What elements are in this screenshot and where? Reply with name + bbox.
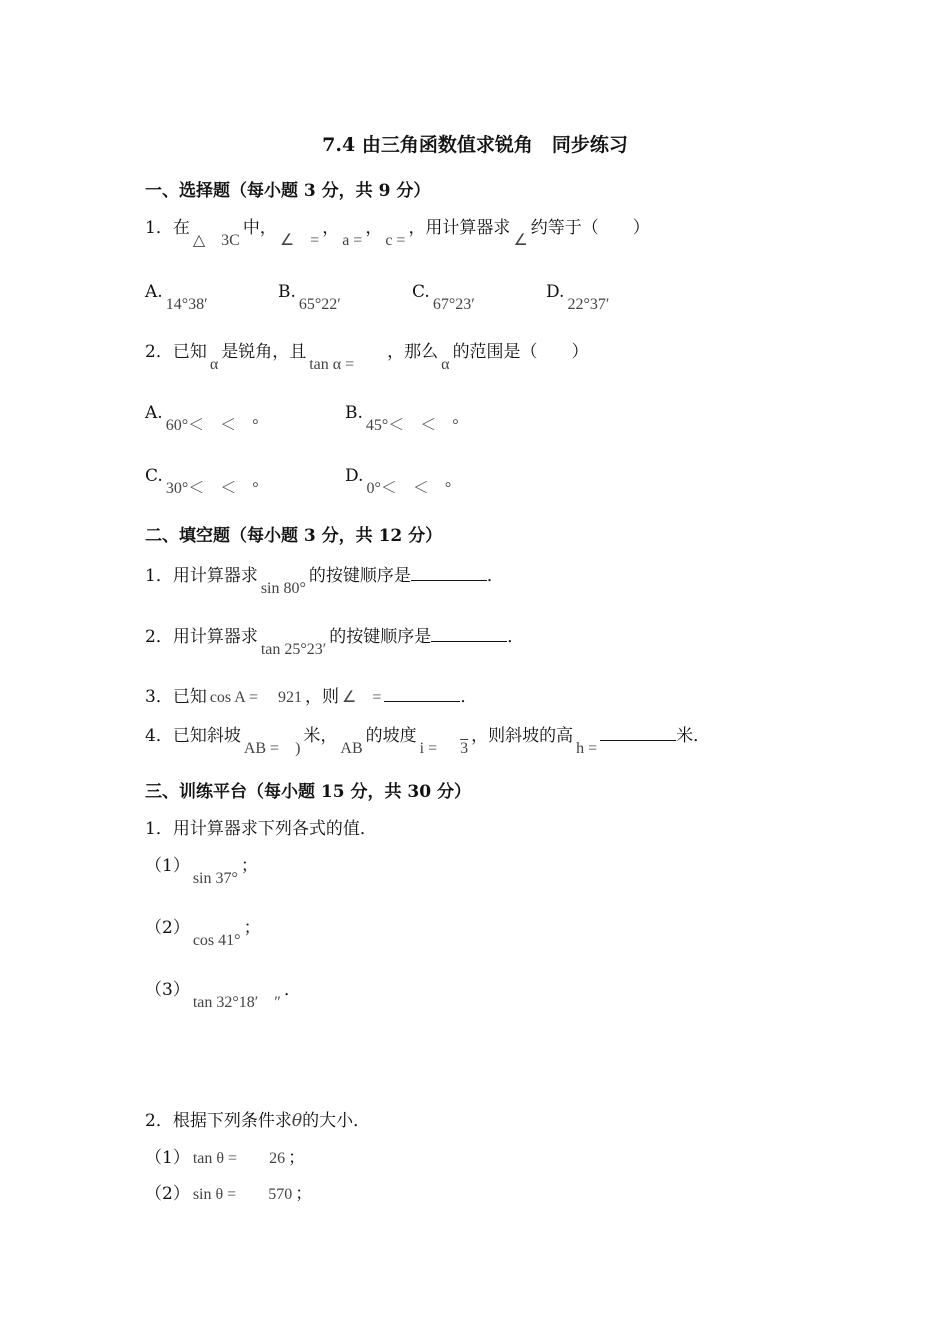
text: 2．根据下列条件求 [145, 1111, 292, 1131]
option-value: 30°＜ ＜ ° [165, 480, 259, 497]
formula: α [441, 356, 450, 373]
question-number: 3． [145, 687, 173, 707]
question-3-1-item [145, 855, 258, 887]
item-label: （1） [145, 856, 190, 876]
question-number: 2． [145, 627, 173, 647]
text: 已知 [172, 342, 207, 362]
formula: cos A = 921 [209, 689, 302, 706]
formula: △ 3C [192, 232, 240, 249]
text: 用计算器求 [172, 566, 258, 586]
formula: ∠ [513, 232, 528, 249]
option-label: D. [546, 282, 565, 302]
text: 约等于（ ） [530, 218, 650, 238]
formula: a = [342, 232, 363, 249]
question-1-2 [145, 341, 589, 373]
item-label: （2） [145, 1184, 190, 1204]
question-3-2 [145, 1110, 370, 1132]
page-title: 7.4 由三角函数值求锐角 同步练习 [322, 134, 628, 156]
option-value: 60°＜ ＜ ° [165, 417, 259, 434]
option-label: A. [145, 282, 163, 302]
question-2-1 [145, 562, 504, 597]
text: ． [486, 566, 504, 586]
formula: i = [419, 740, 438, 757]
formula: tan 32°18′ ″ [192, 994, 281, 1011]
formula: tan 25°23′ [260, 641, 327, 658]
formula: sin θ = 570 [192, 1186, 293, 1203]
question-3-1-item [145, 917, 261, 949]
formula: ∠ = [279, 232, 320, 249]
question-3-2-item [145, 1183, 312, 1206]
question-3-1: 1．用计算器求下列各式的值． [145, 819, 377, 839]
text: 中， [242, 218, 277, 238]
question-number: 2． [145, 342, 173, 362]
text: ， [365, 218, 383, 238]
question-3-2-item [145, 1147, 305, 1170]
text: 的坡度 [365, 726, 417, 746]
section-3-heading: 三、训练平台（每小题 15 分，共 30 分） [145, 782, 471, 802]
option-value: 22°37′ [567, 296, 610, 313]
formula: AB = ) [243, 740, 301, 757]
text: ； [240, 856, 258, 876]
formula: sin 37° [192, 870, 238, 887]
text: ． [507, 627, 525, 647]
formula: 3 [460, 740, 469, 757]
formula: sin 80° [260, 580, 306, 597]
option-label: B. [345, 403, 363, 423]
formula: c = [385, 232, 406, 249]
question-3-1-item [145, 979, 301, 1011]
text: 是锐角，且 [221, 342, 307, 362]
formula: tan α = [309, 356, 355, 373]
option-value: 14°38′ [165, 296, 208, 313]
text: ； [243, 918, 261, 938]
text: ； [295, 1184, 313, 1204]
text: 米． [676, 726, 711, 746]
item-label: （2） [145, 918, 190, 938]
text: ，用计算器求 [408, 218, 511, 238]
formula: AB [340, 740, 363, 757]
formula: ∠ = [341, 689, 382, 706]
answer-blank[interactable] [384, 683, 460, 702]
formula: cos 41° [192, 932, 241, 949]
text: 已知 [172, 687, 207, 707]
section-2-heading: 二、填空题（每小题 3 分，共 12 分） [145, 526, 443, 546]
option-label: C. [145, 466, 163, 486]
text: 的范围是（ ） [452, 342, 589, 362]
text: ； [288, 1148, 306, 1168]
option-label: A. [145, 403, 163, 423]
text: 的按键顺序是 [308, 566, 411, 586]
text: ． [283, 980, 301, 1000]
text: ， [322, 218, 340, 238]
text: 在 [172, 218, 190, 238]
text: 米， [303, 726, 338, 746]
option-label: C. [412, 282, 430, 302]
option-label: D. [345, 466, 364, 486]
option-value: 45°＜ ＜ ° [365, 417, 459, 434]
option-value: 67°23′ [432, 296, 475, 313]
text: 已知斜坡 [172, 726, 241, 746]
item-label: （1） [145, 1148, 190, 1168]
formula: α [209, 356, 219, 373]
answer-blank[interactable] [431, 623, 507, 642]
item-label: （3） [145, 980, 190, 1000]
question-2-3 [145, 683, 477, 709]
question-number: 1． [145, 566, 173, 586]
text: 的按键顺序是 [329, 627, 432, 647]
formula: h = [576, 740, 598, 757]
answer-blank[interactable] [600, 722, 676, 741]
text: ，则 [304, 687, 339, 707]
formula: θ [291, 1111, 303, 1131]
text: ． [460, 687, 478, 707]
question-2-2 [145, 623, 525, 658]
text: 用计算器求 [172, 627, 258, 647]
section-1-heading: 一、选择题（每小题 3 分，共 9 分） [145, 181, 431, 201]
text: ，那么 [387, 342, 439, 362]
question-2-4 [145, 722, 711, 757]
option-value: 0°＜ ＜ ° [366, 480, 452, 497]
formula: tan θ = 26 [192, 1150, 286, 1167]
question-number: 4． [145, 726, 173, 746]
text: ，则斜坡的高 [471, 726, 574, 746]
answer-blank[interactable] [411, 562, 487, 581]
text: 的大小． [302, 1111, 371, 1131]
option-label: B. [278, 282, 296, 302]
option-value: 65°22′ [298, 296, 341, 313]
question-1-1 [145, 217, 650, 249]
question-number: 1． [145, 218, 173, 238]
